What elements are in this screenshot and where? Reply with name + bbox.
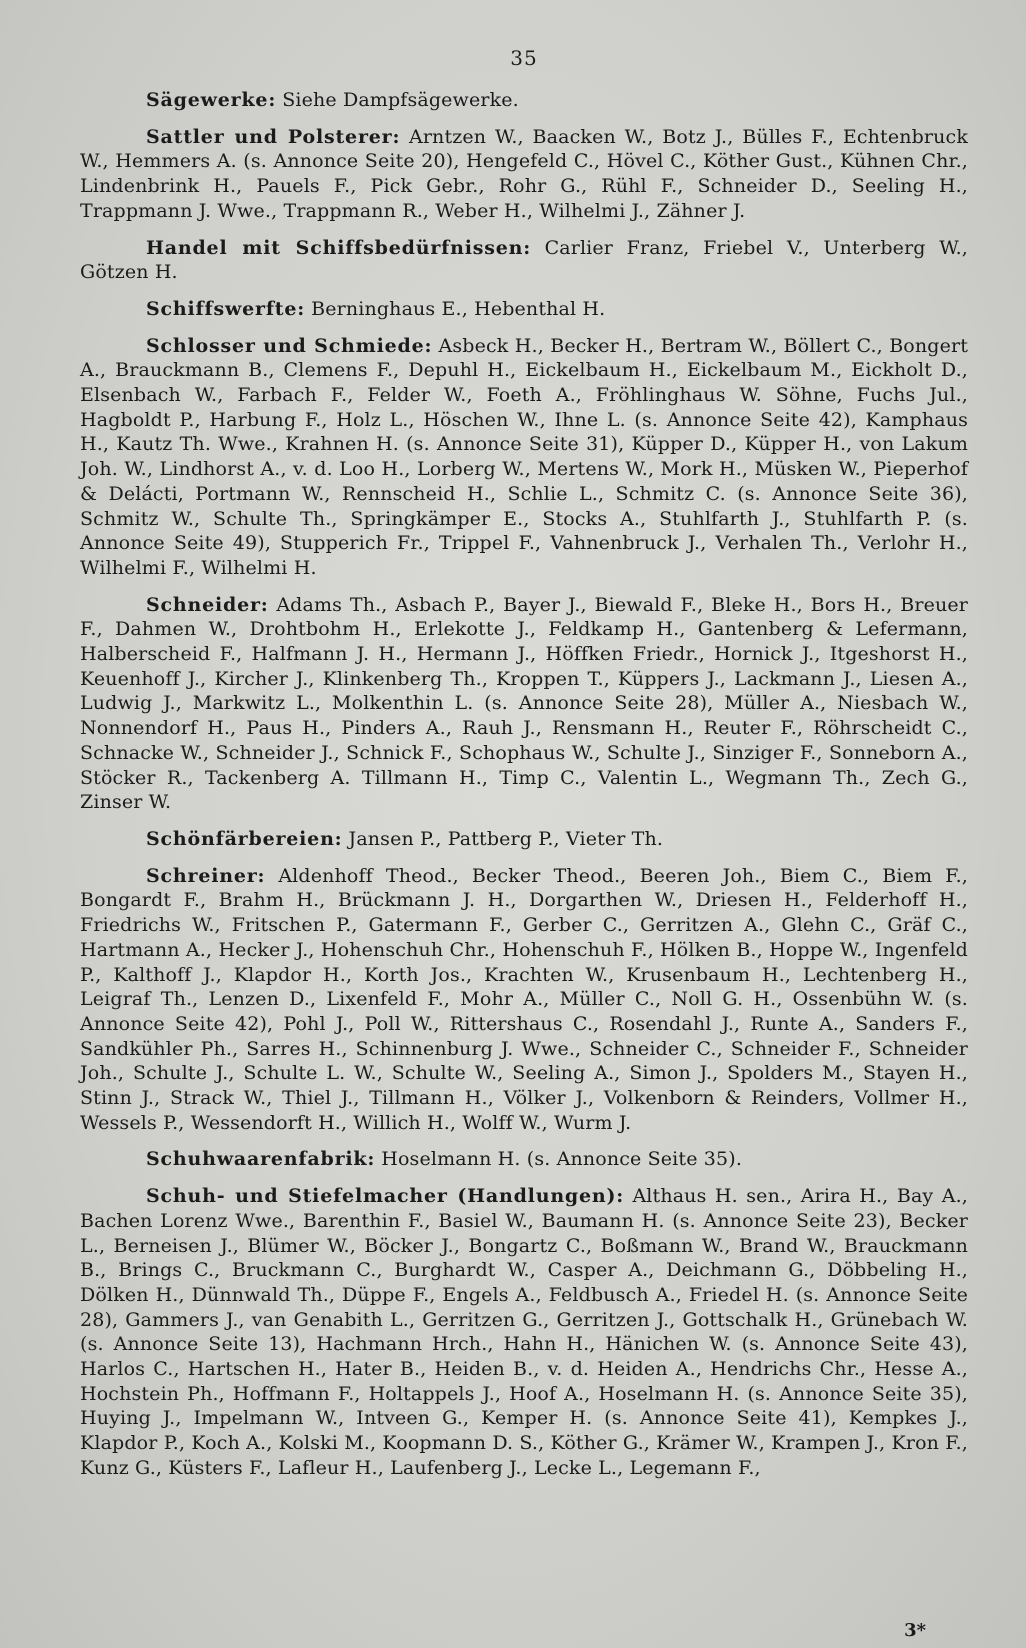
entry-schoenfaerbereien (80, 827, 968, 852)
entry-schiffsbeduerfnisse (80, 236, 968, 285)
entry-schiffswerfte (80, 297, 968, 322)
entry-text: Arntzen W., Baacken W., Botz J., Bülles F., Echtenbruck W., Hemmers A. (s. Annonce Seite 20), Hengefeld C., Hövel C., Köther Gust., Kühnen Chr., Lindenbrink H., Pauels F., Pick Gebr., Rohr G., Rühl F., Schneider D., Seeling H., Trappmann J. Wwe., Trappmann R., Weber H., Wilhelmi J., Zähner J. (80, 125, 968, 222)
entry-heading: Schiffswerfte: (146, 297, 306, 320)
entry-text: Berninghaus E., Hebenthal H. (311, 297, 606, 320)
entry-heading: Schuhwaarenfabrik: (146, 1148, 376, 1171)
entry-sattler (80, 125, 968, 224)
entry-schreiner (80, 864, 968, 1136)
entry-schlosser (80, 334, 968, 581)
entry-heading: Handel mit Schiffsbedürfnissen: (146, 236, 532, 259)
entry-text: Siehe Dampfsägewerke. (282, 89, 519, 111)
entry-heading: Sägewerke: (146, 89, 277, 111)
entry-saegewerke (80, 88, 968, 113)
entry-schuhwaarenfabrik (80, 1147, 968, 1172)
page-number: 35 (510, 46, 538, 70)
entry-schneider (80, 593, 968, 815)
entry-schuhmacher (80, 1184, 968, 1480)
entry-heading: Sattler und Polsterer: (146, 125, 401, 148)
directory-entries (80, 88, 968, 1481)
entry-text: Asbeck H., Becker H., Bertram W., Böllert C., Bongert A., Brauckmann B., Clemens F., Depuhl H., Eickelbaum H., Eickelbaum M., Eickholt D., Elsenbach W., Farbach F., Felder W., Foeth A., Fröhlinghaus W. Söhne, Fuchs Jul., Hagboldt P., Harbung F., Holz L., Höschen W., Ihne L. (s. Annonce Seite 42), Kamphaus H., Kautz Th. Wwe., Krahnen H. (s. Annonce Seite 31), Küpper D., Küpper H., von Lakum Joh. W., Lindhorst A., v. d. Loo H., Lorberg W., Mertens W., Mork H., Müsken W., Pieperhof & Delácti, Portmann W., Rennscheid H., Schlie L., Schmitz C. (s. Annonce Seite 36), Schmitz W., Schulte Th., Springkämper E., Stocks A., Stuhlfarth J., Stuhlfarth P. (s. Annonce Seite 49), Stupperich Fr., Trippel F., Vahnenbruck J., Verhalen Th., Verlohr H., Wilhelmi F., Wilhelmi H. (80, 334, 969, 579)
entry-heading: Schlosser und Schmiede: (146, 334, 433, 357)
entry-text: Hoselmann H. (s. Annonce Seite 35). (381, 1148, 743, 1171)
entry-text: Carlier Franz, Friebel V., Unterberg W., Götzen H. (80, 236, 968, 284)
entry-text: Jansen P., Pattberg P., Vieter Th. (348, 827, 664, 850)
entry-text: Adams Th., Asbach P., Bayer J., Biewald F., Bleke H., Bors H., Breuer F., Dahmen W., Drohtbohm H., Erlekotte J., Feldkamp H., Gantenberg & Lefermann, Halberscheid F., Halfmann J. H., Hermann J., Höffken Friedr., Hornick J., Itgeshorst H., Keuenhoff J., Kircher J., Klinkenberg Th., Kroppen T., Küppers J., Lackmann J., Liesen A., Ludwig J., Markwitz L., Molkenthin L. (s. Annonce Seite 28), Müller A., Niesbach W., Nonnendorf H., Paus H., Pinders A., Rauh J., Rensmann H., Reuter F., Röhrscheidt C., Schnacke W., Schneider J., Schnick F., Schophaus W., Schulte J., Sinziger F., Sonneborn A., Stöcker R., Tackenberg A. Tillmann H., Timp C., Valentin L., Wegmann Th., Zech G., Zinser W. (80, 593, 968, 814)
entry-heading: Schreiner: (146, 864, 266, 887)
printer-signature-mark: 3* (904, 1620, 926, 1641)
entry-heading: Schuh- und Stiefelmacher (Handlungen): (146, 1185, 625, 1208)
entry-heading: Schönfärbereien: (146, 827, 343, 850)
entry-text: Althaus H. sen., Arira H., Bay A., Bachen Lorenz Wwe., Barenthin F., Basiel W., Baumann H. (s. Annonce Seite 23), Becker L., Berneisen J., Blümer W., Böcker J., Bongartz C., Boßmann W., Brand W., Brauckmann B., Brings C., Bruckmann C., Burghardt W., Casper A., Deichmann G., Döbbeling H., Dölken H., Dünnwald Th., Düppe F., Engels A., Feldbusch A., Friedel H. (s. Annonce Seite 28), Gammers J., van Genabith L., Gerritzen G., Gerritzen J., Gottschalk H., Grünebach W. (s. Annonce Seite 13), Hachmann Hrch., Hahn H., Hänichen W. (s. Annonce Seite 43), Harlos C., Hartschen H., Hater B., Heiden B., v. d. Heiden A., Hendrichs Chr., Hesse A., Hochstein Ph., Hoffmann F., Holtappels J., Hoof A., Hoselmann H. (s. Annonce Seite 35), Huying J., Impelmann W., Intveen G., Kemper H. (s. Annonce Seite 41), Kempkes J., Klapdor P., Koch A., Kolski M., Koopmann D. S., Köther G., Krämer W., Krampen J., Kron F., Kunz G., Küsters F., Lafleur H., Laufenberg J., Lecke L., Legemann F., (80, 1185, 968, 1479)
entry-text: Aldenhoff Theod., Becker Theod., Beeren Joh., Biem C., Biem F., Bongardt F., Brahm H., Brückmann J. H., Dorgarthen W., Driesen H., Felderhoff H., Friedrichs W., Fritschen P., Gatermann F., Gerber C., Gerritzen A., Glehn C., Gräf C., Hartmann A., Hecker J., Hohenschuh Chr., Hohenschuh F., Hölken B., Hoppe W., Ingenfeld P., Kalthoff J., Klapdor H., Korth Jos., Krachten W., Krusenbaum H., Lechtenberg H., Leigraf Th., Lenzen D., Lixenfeld F., Mohr A., Müller C., Noll G. H., Ossenbühn W. (s. Annonce Seite 42), Pohl J., Poll W., Rittershaus C., Rosendahl J., Runte A., Sanders F., Sandkühler Ph., Sarres H., Schinnenburg J. Wwe., Schneider C., Schneider F., Schneider Joh., Schulte J., Schulte L. W., Schulte W., Seeling A., Simon J., Spolders M., Stayen H., Stinn J., Strack W., Thiel J., Tillmann H., Völker J., Volkenborn & Reinders, Vollmer H., Wessels P., Wessendorft H., Willich H., Wolff W., Wurm J. (80, 864, 968, 1134)
entry-heading: Schneider: (146, 593, 269, 616)
